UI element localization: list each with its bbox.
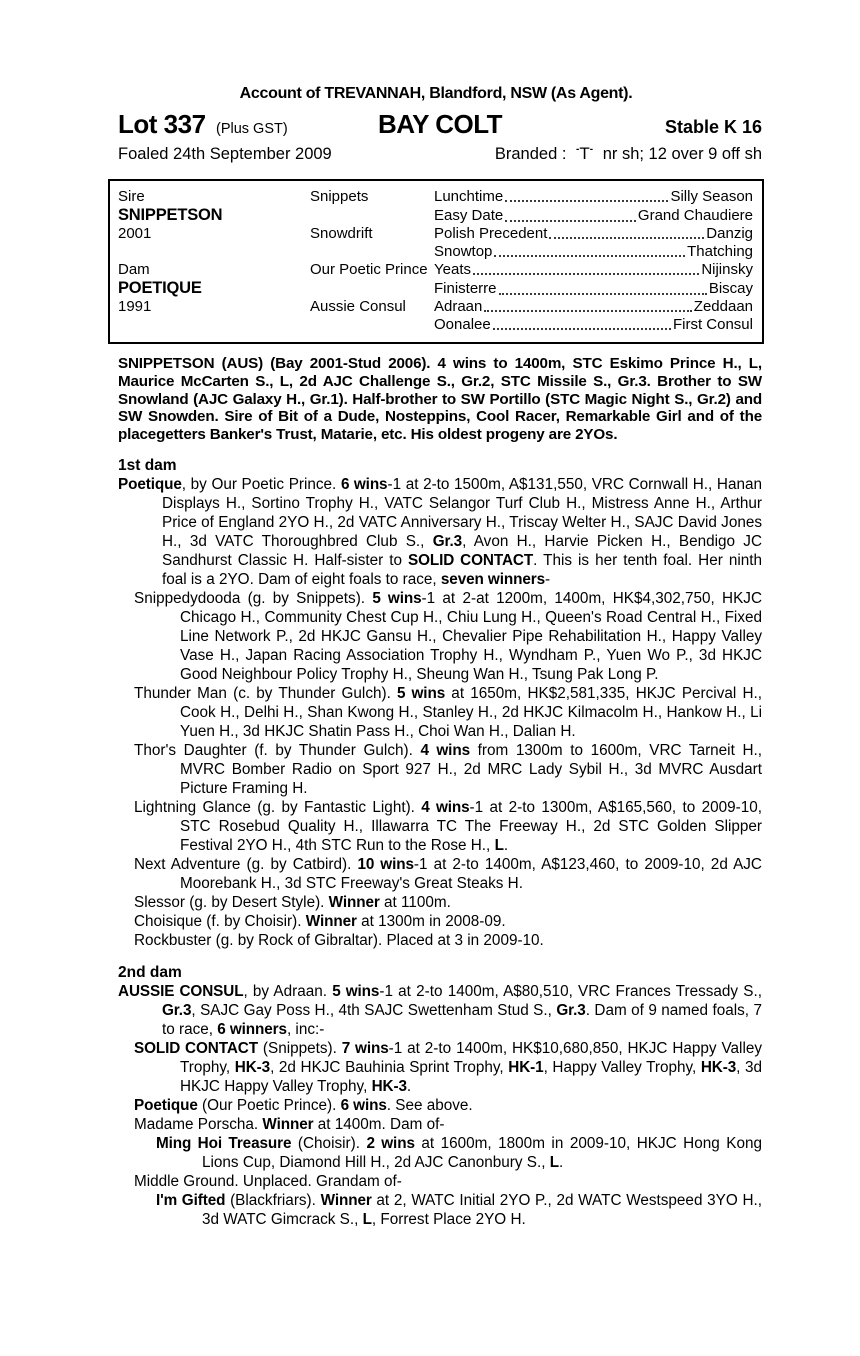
- ancestor-left: Polish Precedent: [434, 224, 548, 242]
- pedigree-entry: Middle Ground. Unplaced. Grandam of-: [134, 1173, 402, 1191]
- ancestor-right: Biscay: [708, 280, 753, 298]
- pedigree-entry: Poetique, by Our Poetic Prince. 6 wins-1 at 2-to 1500m, A$131,550, VRC Cornwall H., Hanan Displays H., Sortino Trophy H., VATC Selangor Turf Club H., Mistress Anne H., Arthur Price of England 2YO H., 2d VATC Anniversary H., Triscay Welter H., SAJC David Jones H., 3d VATC Thoroughbred Club S., Gr.3, Avon H., Harvie Picken H., Bendigo JC Sandhurst Classic H. Half-sister to SOLID CONTACT. This is her tenth foal. Her ninth foal is a 2YO. Dam of eight foals to race, seven winners-: [118, 476, 763, 589]
- sire-name: SNIPPETSON: [118, 206, 223, 225]
- pedigree-row: [118, 206, 753, 224]
- ancestor-right: Silly Season: [670, 188, 753, 205]
- pedigree-entry: Snippedydooda (g. by Snippets). 5 wins-1 at 2-at 1200m, 1400m, HK$4,302,750, HKJC Chicago H., Community Chest Cup H., Chiu Lung H., Queen's Road Central H., Fixed Line Network P., 2d HKJC Gansu H., Chevalier Pipe Rehabilitation H., Happy Valley Vase H., Japan Racing Association Trophy H., Wyndham P., Yuen Wo P., 3d HKJC Good Neighbour Policy Trophy H., Sheung Wan H., Tsung Pak Long P.: [134, 590, 762, 684]
- great-grandparents: [434, 280, 753, 298]
- lot-row: [108, 109, 764, 140]
- dam-label: Dam: [118, 261, 150, 279]
- dam-name: POETIQUE: [118, 279, 202, 298]
- pedigree-row: [118, 298, 753, 316]
- horse-sex-colour: BAY COLT: [377, 109, 503, 139]
- pedigree-row: [118, 188, 753, 206]
- pedigree-box: [108, 179, 764, 344]
- damsire-name: Our Poetic Prince: [310, 261, 428, 279]
- granddam-name: Snowdrift: [310, 224, 373, 242]
- pedigree-entry: Madame Porscha. Winner at 1400m. Dam of-: [134, 1116, 445, 1134]
- great-grandparents: [434, 316, 753, 334]
- pedigree-entry: Choisique (f. by Choisir). Winner at 1300m in 2008-09.: [134, 913, 506, 931]
- pedigree-entry: Lightning Glance (g. by Fantastic Light). 4 wins-1 at 2-to 1300m, A$165,560, to 2009-10, STC Rosebud Quality H., Illawarra TC The Freeway H., 2d STC Golden Slipper Festival 2YO H., 4th STC Run to the Rose H., L.: [134, 799, 762, 855]
- granddam-name: Aussie Consul: [310, 297, 406, 315]
- ancestor-right: Grand Chaudiere: [637, 207, 753, 225]
- dotted-leader: [473, 273, 699, 275]
- dotted-leader: [499, 293, 707, 295]
- branded-label: Branded :: [494, 145, 567, 163]
- great-grandparents: [434, 261, 753, 279]
- stable-number: Stable K 16: [664, 117, 763, 137]
- pedigree-entry: SOLID CONTACT (Snippets). 7 wins-1 at 2-to 1400m, HK$10,680,850, HKJC Happy Valley Trophy, HK-3, 2d HKJC Bauhinia Sprint Trophy, HK-1, Happy Valley Trophy, HK-3, 3d HKJC Happy Valley Trophy, HK-3.: [134, 1040, 763, 1096]
- branded-info: [495, 143, 762, 168]
- brand-tick-left: -: [576, 144, 580, 155]
- sire-summary: SNIPPETSON (AUS) (Bay 2001-Stud 2006). 4 wins to 1400m, STC Eskimo Prince H., L, Maurice McCarten S., L, 2d AJC Challenge S., Gr.2, STC Missile S., Gr.3. Brother to SW Snowland (AJC Galaxy H., Gr.1). Half-brother to SW Portillo (STC Magic Night S., Gr.2) and SW Snowden. Sire of Bit of a Dude, Nosteppins, Cool Racer, Remarkable Girl and of the placegetters Banker's Trust, Matarie, etc. His oldest progeny are 2YOs.: [118, 355, 762, 443]
- ancestor-right: Nijinsky: [701, 261, 753, 279]
- great-grandparents: [434, 225, 753, 243]
- dotted-leader: [484, 310, 691, 312]
- pedigree-row: [118, 316, 753, 334]
- pedigree-row: [118, 279, 753, 297]
- grandsire-name: Snippets: [310, 188, 369, 205]
- pedigree-entry: Thor's Daughter (f. by Thunder Gulch). 4 wins from 1300m to 1600m, VRC Tarneit H., MVRC Bomber Radio on Sport 927 H., 2d MRC Lady Sybil H., 3d MVRC Ausdart Picture Framing H.: [134, 742, 762, 798]
- ancestor-left: Easy Date: [434, 207, 504, 225]
- ancestor-right: Zeddaan: [693, 297, 753, 315]
- pedigree-entry: I'm Gifted (Blackfriars). Winner at 2, WATC Initial 2YO P., 2d WATC Westspeed 3YO H., 3d WATC Gimcrack S., L, Forrest Place 2YO H.: [156, 1192, 762, 1229]
- dotted-leader: [549, 237, 704, 239]
- dam-heading: 2nd dam: [118, 964, 182, 982]
- lot-number: Lot 337: [118, 109, 206, 139]
- pedigree-entry: AUSSIE CONSUL, by Adraan. 5 wins-1 at 2-to 1400m, A$80,510, VRC Frances Tressady S., Gr.3, SAJC Gay Poss H., 4th SAJC Swettenham Stud S., Gr.3. Dam of 9 named foals, 7 to race, 6 winners, inc:-: [118, 983, 763, 1039]
- ancestor-left: Adraan: [434, 297, 483, 315]
- dotted-leader: [505, 220, 636, 222]
- sire-year: 2001: [118, 224, 152, 242]
- pedigree-entry: Next Adventure (g. by Catbird). 10 wins-1 at 2-to 1400m, A$123,460, to 2009-10, 2d AJC Moorebank H., 3d STC Freeway's Great Steaks H.: [134, 856, 762, 893]
- ancestor-left: Oonalee: [434, 316, 491, 334]
- ancestor-right: Danzig: [706, 224, 753, 242]
- sire-label: Sire: [118, 188, 145, 205]
- dotted-leader: [493, 328, 671, 330]
- lot-left: [118, 109, 333, 140]
- ancestor-left: Finisterre: [434, 280, 497, 298]
- pedigree-entry: Thunder Man (c. by Thunder Gulch). 5 wins at 1650m, HK$2,581,335, HKJC Percival H., Cook H., Delhi H., Shan Kwong H., Stanley H., 2d HKJC Kilmacolm H., Hankow H., Li Yuen H., 3d HKJC Shatin Pass H., Choi Wan H., Dalian H.: [134, 685, 762, 741]
- pedigree-entry: Slessor (g. by Desert Style). Winner at 1100m.: [134, 894, 451, 912]
- account-line: Account of TREVANNAH, Blandford, NSW (As Agent).: [239, 85, 633, 102]
- ancestor-right: Thatching: [687, 242, 753, 260]
- branded-description: nr sh; 12 over 9 off sh: [602, 145, 762, 163]
- great-grandparents: [434, 243, 753, 261]
- pedigree-details: [118, 456, 762, 1229]
- ancestor-left: Lunchtime: [434, 188, 504, 205]
- pedigree-entry: Poetique (Our Poetic Prince). 6 wins. See above.: [134, 1097, 473, 1115]
- ancestor-right: First Consul: [672, 316, 753, 334]
- brand-mark: [576, 143, 593, 168]
- ancestor-left: Snowtop: [434, 242, 493, 260]
- brand-tick-right: -: [589, 144, 594, 155]
- pedigree-row: [118, 261, 753, 279]
- dam-year: 1991: [118, 297, 152, 315]
- gst-note: (Plus GST): [215, 121, 288, 137]
- pedigree-row: [118, 225, 753, 243]
- great-grandparents: [434, 188, 753, 206]
- ancestor-left: Yeats: [434, 261, 471, 279]
- pedigree-entry: Ming Hoi Treasure (Choisir). 2 wins at 1600m, 1800m in 2009-10, HKJC Hong Kong Lions Cup, Diamond Hill H., 2d AJC Canonbury S., L.: [156, 1135, 762, 1172]
- dam-heading: 1st dam: [118, 457, 177, 475]
- dotted-leader: [505, 200, 668, 202]
- foaled-date: Foaled 24th September 2009: [118, 145, 332, 163]
- pedigree-row: [118, 243, 753, 261]
- foaled-row: [118, 143, 762, 168]
- great-grandparents: [434, 207, 753, 225]
- dotted-leader: [494, 255, 685, 257]
- pedigree-entry: Rockbuster (g. by Rock of Gibraltar). Placed at 3 in 2009-10.: [134, 932, 544, 950]
- great-grandparents: [434, 298, 753, 316]
- brand-letter: T: [579, 144, 590, 163]
